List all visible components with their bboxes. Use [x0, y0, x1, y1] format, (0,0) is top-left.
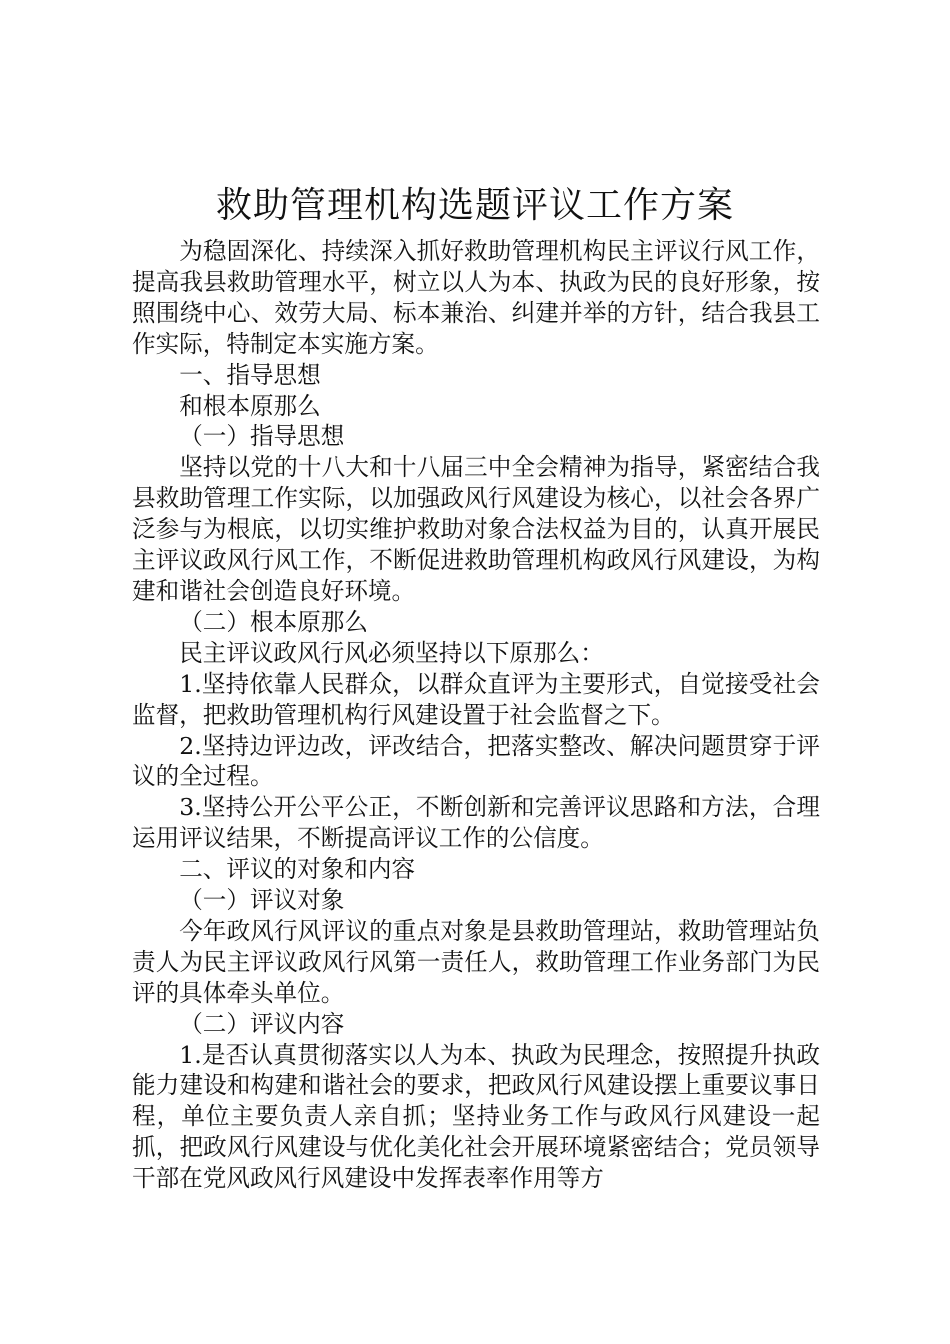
document-body	[132, 236, 820, 1194]
list-item-content-1: 1.是否认真贯彻落实以人为本、执政为民理念，按照提升执政能力建设和构建和谐社会的要求，把政风行风建设摆上重要议事日程，单位主要负责人亲自抓；坚持业务工作与政风行风建设一起抓，把政风行风建设与优化美化社会开展环境紧密结合；党员领导干部在党风政风行风建设中发挥表率作用等方	[132, 1040, 820, 1193]
subheading-review-content: （二）评议内容	[179, 1009, 345, 1038]
paragraph-intro: 为稳固深化、持续深入抓好救助管理机构民主评议行风工作，提高我县救助管理水平，树立以人为本、执政为民的良好形象，按照围绕中心、效劳大局、标本兼治、纠建并举的方针，结合我县工作实际，特制定本实施方案。	[132, 237, 820, 358]
subheading-review-objects: （一）评议对象	[179, 886, 345, 915]
subheading-basic-principles: （二）根本原那么	[179, 607, 368, 636]
heading-review-objects-content: 二、评议的对象和内容	[179, 855, 416, 884]
list-item-principle-2: 2.坚持边评边改，评改结合，把落实整改、解决问题贯穿于评议的全过程。	[132, 731, 820, 791]
paragraph-review-objects: 今年政风行风评议的重点对象是县救助管理站，救助管理站负责人为民主评议政风行风第一责任人，救助管理工作业务部门为民评的具体牵头单位。	[132, 916, 820, 1007]
list-item-principle-3: 3.坚持公开公平公正，不断创新和完善评议思路和方法，合理运用评议结果，不断提高评议工作的公信度。	[132, 793, 820, 853]
paragraph-guiding-thought: 坚持以党的十八大和十八届三中全会精神为指导，紧密结合我县救助管理工作实际，以加强政风行风建设为核心，以社会各界广泛参与为根底，以切实维护救助对象合法权益为目的，认真开展民主评议政风行风工作，不断促进救助管理机构政风行风建设，为构建和谐社会创造良好环境。	[132, 453, 820, 605]
heading-continuation: 和根本原那么	[179, 391, 321, 420]
document-title: 救助管理机构选题评议工作方案	[215, 185, 734, 226]
paragraph-principles-intro: 民主评议政风行风必须坚持以下原那么：	[179, 638, 604, 667]
heading-guiding-thought: 一、指导思想	[179, 360, 321, 389]
list-item-principle-1: 1.坚持依靠人民群众，以群众直评为主要形式，自觉接受社会监督，把救助管理机构行风建设置于社会监督之下。	[132, 669, 820, 729]
subheading-guiding-thought: （一）指导思想	[179, 422, 345, 451]
